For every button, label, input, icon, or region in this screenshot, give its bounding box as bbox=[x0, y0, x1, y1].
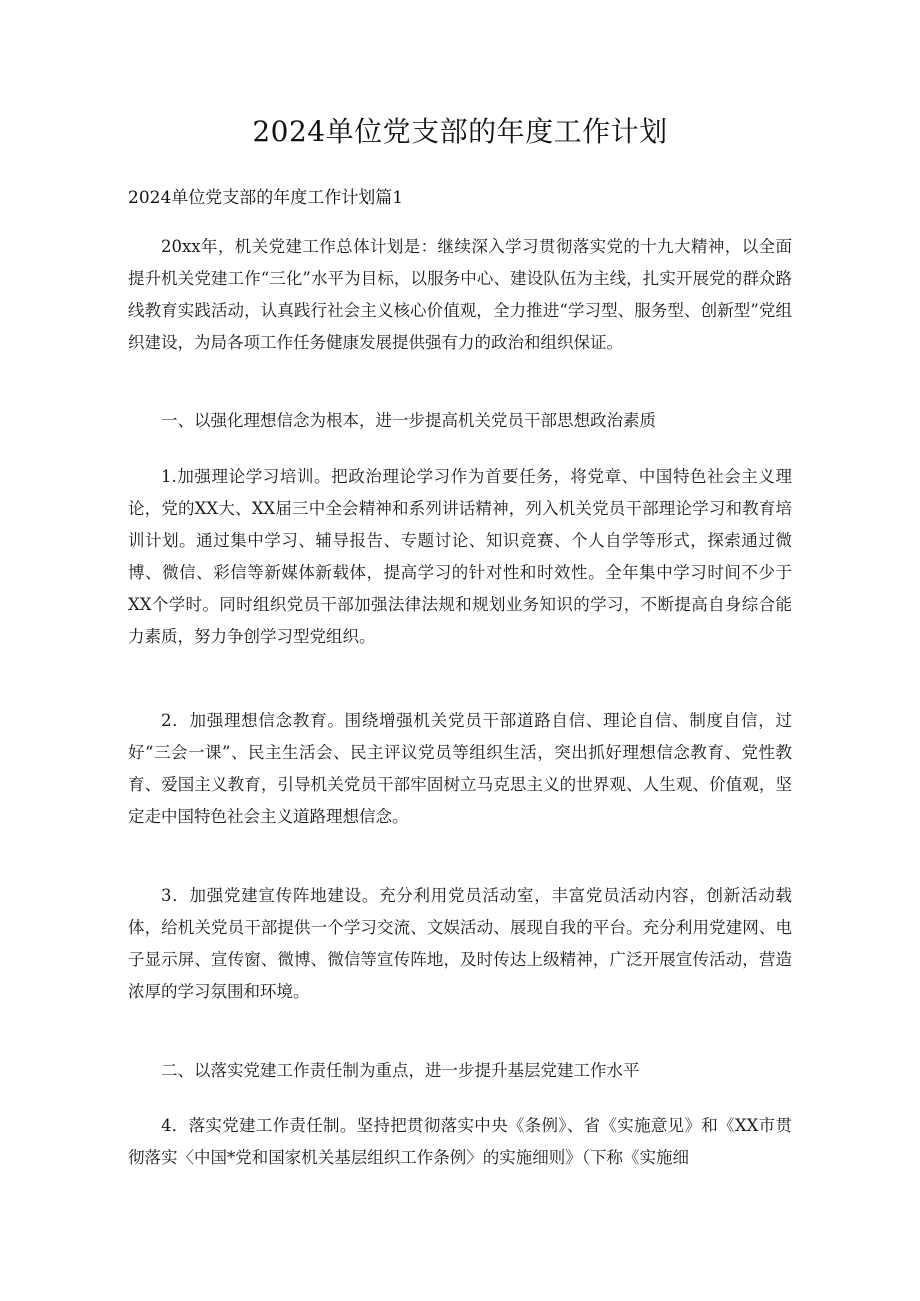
item-paragraph-4: 4．落实党建工作责任制。坚持把贯彻落实中央《条例》、省《实施意见》和《XX市贯彻落实〈中国*党和国家机关基层组织工作条例〉的实施细则》（下称《实施细 bbox=[128, 1116, 792, 1167]
item-paragraph-3: 3．加强党建宣传阵地建设。充分利用党员活动室，丰富党员活动内容，创新活动载体，给机关党员干部提供一个学习交流、文娱活动、展现自我的平台。充分利用党建网、电子显示屏、宣传窗、微博、微信等宣传阵地，及时传达上级精神，广泛开展宣传活动，营造浓厚的学习氛围和环境。 bbox=[128, 886, 792, 1001]
item-paragraph-2: 2．加强理想信念教育。围绕增强机关党员干部道路自信、理论自信、制度自信，过好“三会一课”、民主生活会、民主评议党员等组织生活，突出抓好理想信念教育、党性教育、爱国主义教育，引导机关党员干部牢固树立马克思主义的世界观、人生观、价值观，坚定走中国特色社会主义道路理想信念。 bbox=[128, 711, 792, 826]
section-heading-2: 二、以落实党建工作责任制为重点，进一步提升基层党建工作水平 bbox=[161, 1061, 640, 1080]
document-title: 2024单位党支部的年度工作计划 bbox=[252, 115, 668, 148]
item-paragraph-1: 1.加强理论学习培训。把政治理论学习作为首要任务，将党章、中国特色社会主义理论，党的XX大、XX届三中全会精神和系列讲话精神，列入机关党员干部理论学习和教育培训计划。通过集中学习、辅导报告、专题讨论、知识竞赛、个人自学等形式，探索通过微博、微信、彩信等新媒体新载体，提高学习的针对性和时效性。全年集中学习时间不少于XX个学时。同时组织党员干部加强法律法规和规划业务知识的学习，不断提高自身综合能力素质，努力争创学习型党组织。 bbox=[128, 467, 792, 646]
section-heading-1: 一、以强化理想信念为根本，进一步提高机关党员干部思想政治素质 bbox=[161, 411, 656, 430]
intro-paragraph: 20xx年，机关党建工作总体计划是：继续深入学习贯彻落实党的十九大精神，以全面提升机关党建工作“三化”水平为目标，以服务中心、建设队伍为主线，扎实开展党的群众路线教育实践活动，认真践行社会主义核心价值观，全力推进“学习型、服务型、创新型”党组织建设，为局各项工作任务健康发展提供强有力的政治和组织保证。 bbox=[128, 237, 792, 352]
document-subtitle: 2024单位党支部的年度工作计划篇1 bbox=[128, 188, 404, 208]
